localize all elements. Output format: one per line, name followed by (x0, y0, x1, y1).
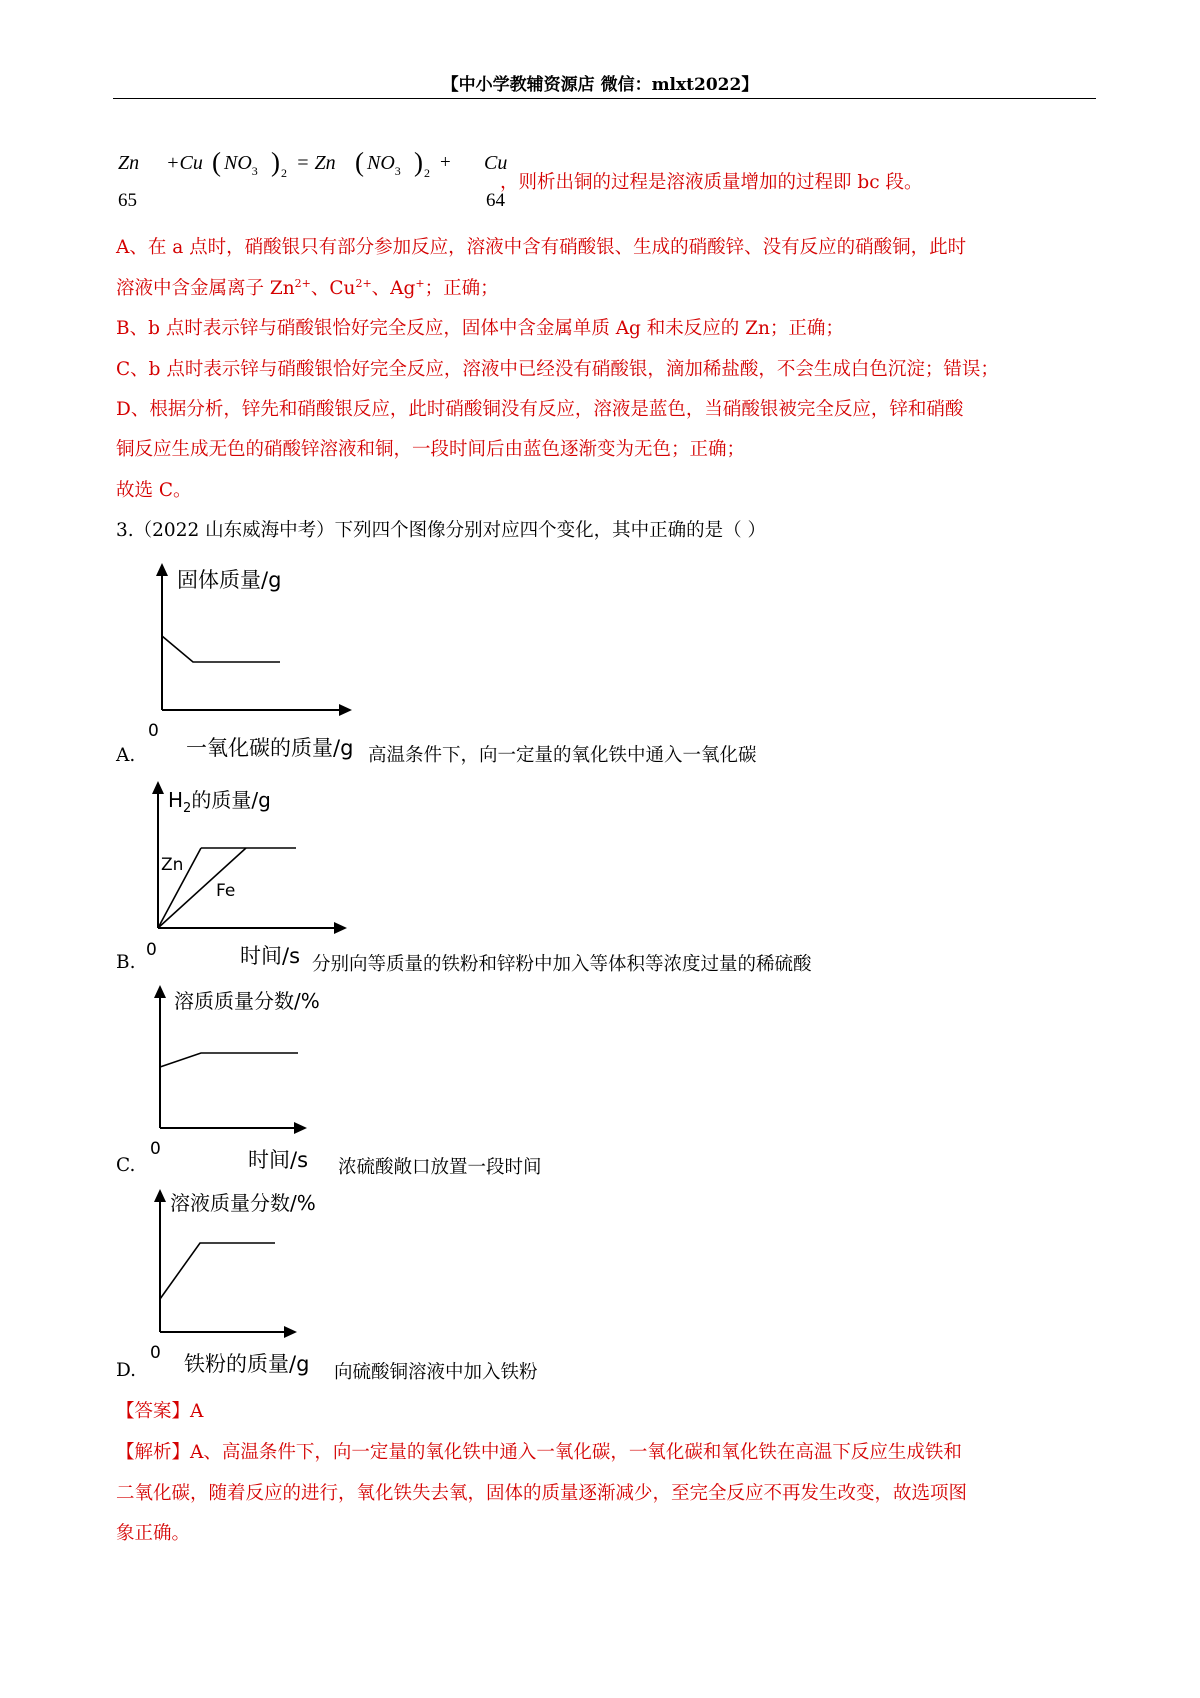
option-c-x-arrow (294, 1122, 307, 1134)
eq-equals-zn: = Zn (296, 152, 336, 174)
option-d-text[interactable]: 向硫酸铜溶液中加入铁粉 (334, 1362, 538, 1383)
option-b-origin: 0 (146, 940, 157, 960)
eq-sub2-right: 2 (424, 166, 430, 180)
option-d-x-label: 铁粉的质量/g (184, 1352, 310, 1376)
eq-cu: Cu (484, 152, 508, 174)
eq-plus: + (440, 152, 451, 173)
analysis-a-line1: A、在 a 点时，硝酸银只有部分参加反应，溶液中含有硝酸银、生成的硝酸锌、没有反应的硝酸铜，此时 (116, 237, 967, 258)
option-b-text[interactable]: 分别向等质量的铁粉和锌粉中加入等体积等浓度过量的稀硫酸 (312, 954, 812, 975)
option-b-fe-label: Fe (216, 881, 236, 901)
option-d-curve (160, 1243, 275, 1299)
eq-paren-open: ( (212, 147, 221, 177)
explanation-label: 【解析】 (116, 1442, 191, 1463)
answer-value: A (190, 1401, 204, 1422)
option-a-y-label: 固体质量/g (177, 568, 282, 592)
option-b-y-label: $H_2$的质量/g (168, 788, 271, 816)
option-a-letter[interactable]: A. (116, 745, 136, 766)
option-c-origin: 0 (150, 1139, 161, 1159)
option-a-x-label: 一氧化碳的质量/g (186, 736, 354, 760)
option-b-x-label: 时间/s (240, 944, 301, 968)
eq-zn: Zn (118, 152, 140, 174)
answer-line (116, 1399, 203, 1425)
analysis-b-line: B、b 点时表示锌与硝酸银恰好完全反应，固体中含金属单质 Ag 和未反应的 Zn；正确； (116, 318, 844, 339)
explanation-line2: 二氧化碳，随着反应的进行，氧化铁失去氧，固体的质量逐渐减少，至完全反应不再发生改变，故选项图 (116, 1483, 968, 1504)
answer-label: 【答案】 (116, 1401, 191, 1422)
option-a-origin: 0 (148, 721, 159, 741)
analysis-conclusion: 故选 C。 (116, 480, 192, 501)
option-c-y-label: 溶质质量分数/% (174, 989, 320, 1013)
option-c-letter[interactable]: C. (116, 1155, 136, 1176)
option-b-x-arrow (334, 922, 347, 934)
option-a-y-arrow (156, 563, 168, 576)
eq-no3-right: $NO_3$ (367, 152, 401, 178)
option-d-y-label: 溶液质量分数/% (170, 1191, 316, 1215)
option-d-x-arrow (284, 1326, 297, 1338)
analysis-c-line: C、b 点时表示锌与硝酸银恰好完全反应，溶液中已经没有硝酸银，滴加稀盐酸，不会生成白色沉淀；错误； (116, 359, 999, 380)
option-c-x-label: 时间/s (248, 1148, 309, 1172)
analysis-d-line1: D、根据分析，锌先和硝酸银反应，此时硝酸铜没有反应，溶液是蓝色，当硝酸银被完全反应，锌和硝酸 (116, 399, 964, 420)
eq-paren-open-2: ( (355, 147, 364, 177)
eq-no3-left: $NO_3$ (224, 152, 258, 178)
eq-sub2-left: 2 (281, 166, 287, 180)
option-c-text[interactable]: 浓硫酸敞口放置一段时间 (338, 1157, 542, 1178)
option-a-text[interactable]: 高温条件下，向一定量的氧化铁中通入一氧化碳 (368, 745, 757, 766)
option-a-graph (140, 560, 370, 760)
option-b-zn-label: Zn (161, 855, 184, 875)
eq-paren-close: ) (271, 147, 280, 177)
option-d-origin: 0 (150, 1343, 161, 1363)
option-c-curve (160, 1053, 298, 1067)
option-b-y-arrow (152, 781, 164, 794)
question-stem: 3.（2022 山东威海中考）下列四个图像分别对应四个变化，其中正确的是（ ） (116, 520, 766, 541)
eq-paren-close-2: ) (414, 147, 423, 177)
explanation-line1: 【解析】A、高温条件下，向一定量的氧化铁中通入一氧化碳，一氧化碳和氧化铁在高温下反应生成铁和 (116, 1442, 962, 1463)
option-d-y-arrow (154, 1189, 166, 1202)
option-b-letter[interactable]: B. (116, 952, 136, 973)
page-header: 【中小学教辅资源店 微信：mlxt2022】 (441, 75, 759, 95)
eq-plus-cu: +Cu (166, 152, 203, 174)
eq-conclusion: ，则析出铜的过程是溶液质量增加的过程即 bc 段。 (500, 172, 923, 193)
explanation-line3: 象正确。 (116, 1523, 191, 1544)
option-a-x-arrow (339, 704, 352, 716)
option-c-y-arrow (154, 985, 166, 998)
analysis-d-line2: 铜反应生成无色的硝酸锌溶液和铜，一段时间后由蓝色逐渐变为无色；正确； (116, 439, 746, 460)
option-d-letter[interactable]: D. (116, 1360, 137, 1381)
header-divider (113, 98, 1096, 99)
option-a-curve (162, 636, 280, 662)
eq-mass-zn: 65 (118, 190, 137, 211)
analysis-a-line2: 溶液中含金属离子 $Zn^{2+}$、$Cu^{2+}$、Ag+；正确； (116, 276, 499, 299)
eq-mass-cu: 64 (486, 190, 505, 211)
